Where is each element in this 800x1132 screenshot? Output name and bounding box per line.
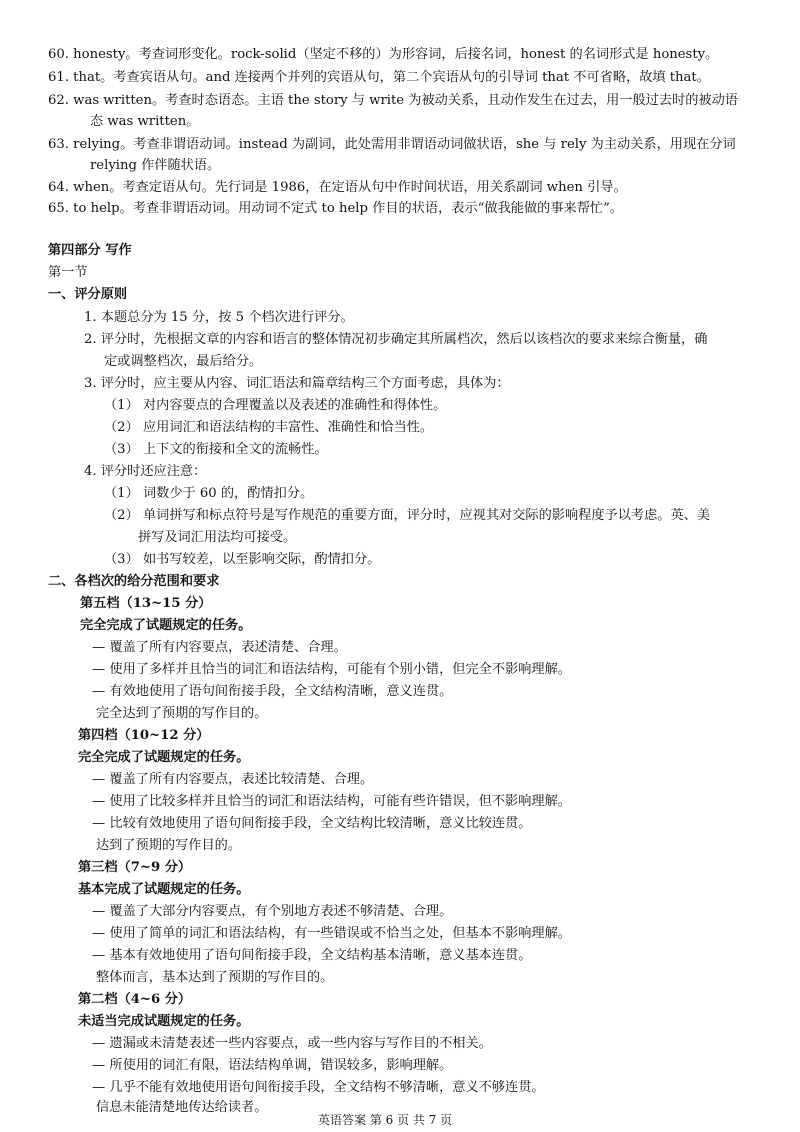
page-footer: 英语答案 第 6 页 共 7 页: [318, 1113, 453, 1127]
principle-subitem: （1） 对内容要点的合理覆盖以及表述的准确性和得体性。: [104, 398, 447, 413]
grades-heading: 二、各档次的给分范围和要求: [48, 574, 220, 589]
principle-item: 4. 评分时还应注意：: [84, 464, 207, 479]
grade-level-point: — 有效地使用了语句间衔接手段，全文结构清晰，意义连贯。: [92, 684, 453, 699]
answer-63-continued: relying 作伴随状语。: [90, 158, 221, 173]
grade-level-point: — 使用了多样并且恰当的词汇和语法结构，可能有个别小错，但完全不影响理解。: [92, 662, 571, 677]
principle-subitem-continued: 拼写及词汇用法均可接受。: [138, 530, 297, 545]
grade-level-title: 第五档（13~15 分）: [80, 596, 212, 611]
grade-level-point: — 覆盖了所有内容要点，表述清楚、合理。: [92, 640, 347, 655]
grade-level-summary: 基本完成了试题规定的任务。: [78, 882, 250, 897]
grade-level-conclusion: 整体而言，基本达到了预期的写作目的。: [96, 970, 334, 985]
grade-level-summary: 完全完成了试题规定的任务。: [80, 618, 252, 633]
grade-level-conclusion: 信息未能清楚地传达给读者。: [96, 1100, 268, 1115]
section-title: 第四部分 写作: [48, 243, 132, 258]
principle-subitem: （3） 上下文的衔接和全文的流畅性。: [104, 442, 328, 457]
answer-64: 64. when。考查定语从句。先行词是 1986，在定语从句中作时间状语，用关系副词 when 引导。: [48, 180, 627, 195]
answer-60: 60. honesty。考查词形变化。rock-solid（坚定不移的）为形容词，后接名词，honest 的名词形式是 honesty。: [48, 47, 719, 62]
grade-level-point: — 基本有效地使用了语句间衔接手段，全文结构基本清晰，意义基本连贯。: [92, 948, 532, 963]
answer-62-continued: 态 was written。: [90, 114, 200, 129]
answer-61: 61. that。考查宾语从句。and 连接两个并列的宾语从句，第二个宾语从句的引导词 that 不可省略，故填 that。: [48, 70, 710, 85]
answer-63: 63. relying。考查非谓语动词。instead 为副词，此处需用非谓语动词做状语，she 与 rely 为主动关系，用现在分词: [48, 137, 736, 152]
grade-level-point: — 使用了简单的词汇和语法结构，有一些错误或不恰当之处，但基本不影响理解。: [92, 926, 571, 941]
principles-heading: 一、评分原则: [48, 287, 128, 302]
grade-level-conclusion: 达到了预期的写作目的。: [96, 838, 242, 853]
grade-level-point: — 遗漏或未清楚表述一些内容要点，或一些内容与写作目的不相关。: [92, 1036, 492, 1051]
principle-item: 3. 评分时，应主要从内容、词汇语法和篇章结构三个方面考虑，具体为：: [84, 376, 510, 391]
grade-level-conclusion: 完全达到了预期的写作目的。: [96, 706, 268, 721]
grade-level-point: — 覆盖了所有内容要点，表述比较清楚、合理。: [92, 772, 374, 787]
principle-subitem: （2） 单词拼写和标点符号是写作规范的重要方面，评分时，应视其对交际的影响程度予以考虑。英、美: [104, 508, 711, 523]
grade-level-point: — 所使用的词汇有限，语法结构单调，错误较多，影响理解。: [92, 1058, 453, 1073]
principle-item: 2. 评分时，先根据文章的内容和语言的整体情况初步确定其所属档次，然后以该档次的要求来综合衡量，确: [84, 332, 708, 347]
principle-subitem: （1） 词数少于 60 的，酌情扣分。: [104, 486, 314, 501]
grade-level-title: 第三档（7~9 分）: [78, 860, 192, 875]
grade-level-point: — 几乎不能有效地使用语句间衔接手段，全文结构不够清晰，意义不够连贯。: [92, 1080, 545, 1095]
principle-subitem: （2） 应用词汇和语法结构的丰富性、准确性和恰当性。: [104, 420, 434, 435]
grade-level-summary: 完全完成了试题规定的任务。: [78, 750, 250, 765]
principle-item-continued: 定或调整档次，最后给分。: [104, 354, 263, 369]
principle-item: 1. 本题总分为 15 分，按 5 个档次进行评分。: [84, 310, 354, 325]
grade-level-point: — 使用了比较多样并且恰当的词汇和语法结构，可能有些许错误，但不影响理解。: [92, 794, 571, 809]
grade-level-title: 第二档（4~6 分）: [78, 992, 192, 1007]
grade-level-title: 第四档（10~12 分）: [78, 728, 210, 743]
answer-62: 62. was written。考查时态语态。主语 the story 与 write 为被动关系，且动作发生在过去，用一般过去时的被动语: [48, 93, 738, 108]
grade-level-point: — 覆盖了大部分内容要点，有个别地方表述不够清楚、合理。: [92, 904, 453, 919]
grade-level-point: — 比较有效地使用了语句间衔接手段，全文结构比较清晰，意义比较连贯。: [92, 816, 532, 831]
answer-65: 65. to help。考查非谓语动词。用动词不定式 to help 作目的状语，表示“做我能做的事来帮忙”。: [48, 201, 623, 216]
grade-level-summary: 未适当完成试题规定的任务。: [78, 1014, 250, 1029]
subsection-title: 第一节: [48, 265, 88, 280]
principle-subitem: （3） 如书写较差，以至影响交际，酌情扣分。: [104, 552, 381, 567]
